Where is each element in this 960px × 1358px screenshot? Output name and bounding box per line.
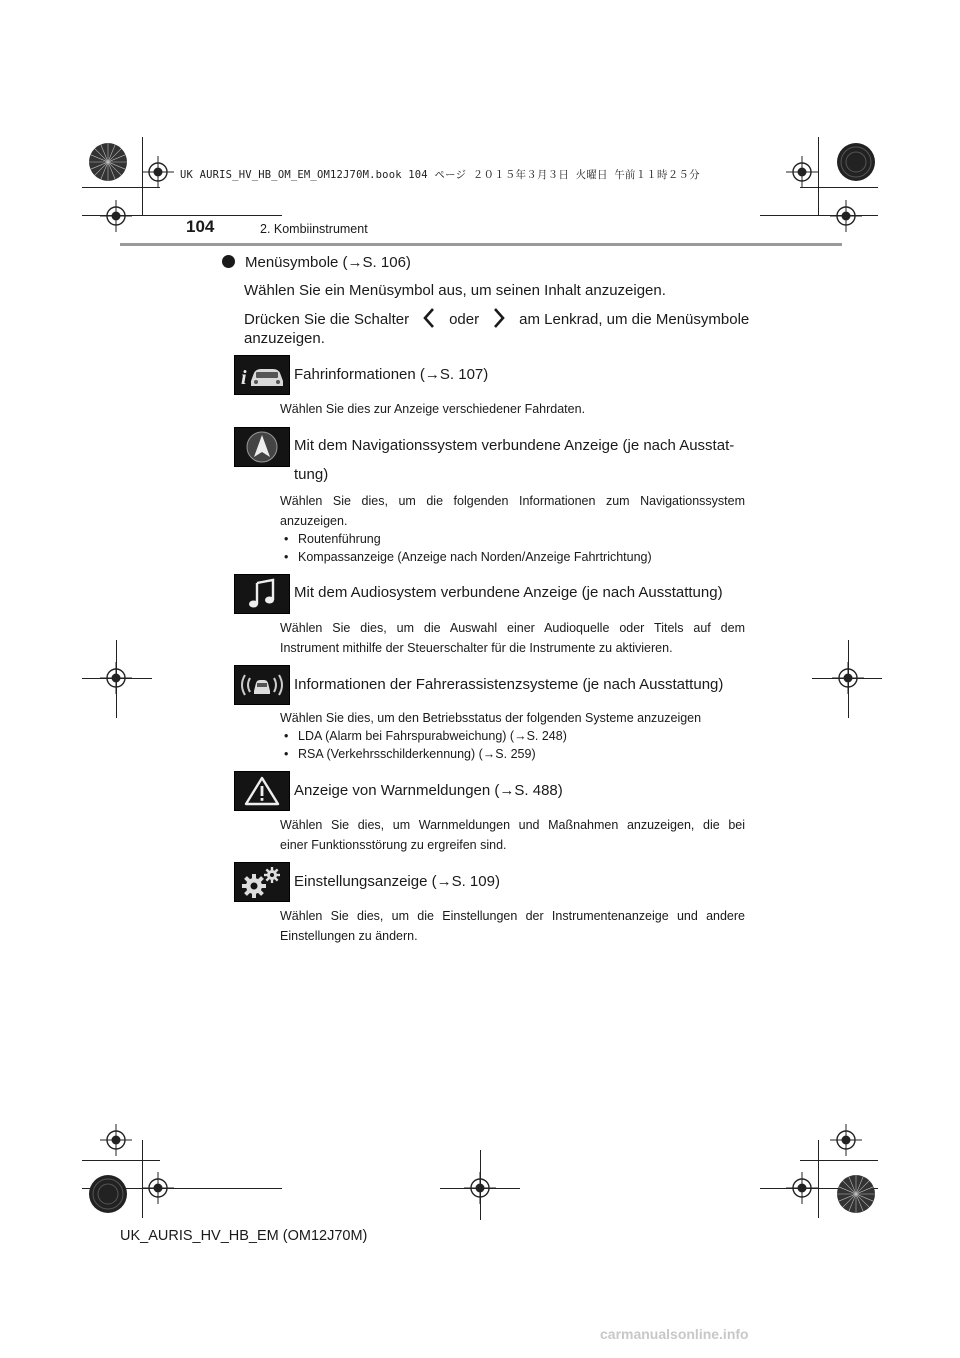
menu-icons-heading-text: Menüsymbole (→S. 106)	[245, 254, 411, 271]
registration-mark-icon	[786, 156, 818, 188]
entry-title-navigation-l2: tung)	[294, 466, 329, 483]
registration-mark-icon	[142, 1172, 174, 1204]
entry-desc-line: Wählen Sie dies, um die Einstellungen der Instrumentenanzeige und andere	[280, 909, 745, 923]
registration-mark-icon	[100, 1124, 132, 1156]
list-item: • Routenführung	[284, 530, 652, 548]
registration-mark-icon	[100, 662, 132, 694]
entry-desc-driver-assist	[280, 708, 745, 728]
list-item: • RSA (Verkehrsschilderkennung) (→S. 259)	[284, 745, 567, 763]
rosette-mark-icon	[836, 1174, 876, 1214]
entry-title-audio: Mit dem Audiosystem verbundene Anzeige (je nach Ausstattung)	[294, 584, 723, 601]
chevron-left-icon	[423, 307, 435, 329]
header-divider	[120, 243, 842, 246]
entry-title-settings: Einstellungsanzeige (→S. 109)	[294, 873, 500, 890]
entry-desc-audio	[280, 618, 745, 658]
entry-title-driver-assist: Informationen der Fahrerassistenzsysteme (je nach Ausstattung)	[294, 676, 724, 693]
entry-desc-navigation	[280, 491, 745, 531]
navigation-arrow-icon	[234, 427, 290, 467]
list-item: • Kompassanzeige (Anzeige nach Norden/Anzeige Fahrtrichtung)	[284, 548, 652, 566]
intro-line-2	[244, 307, 749, 329]
registration-mark-icon	[100, 200, 132, 232]
entry-desc-line: Wählen Sie dies, um die Auswahl einer Audioquelle oder Titels auf dem	[280, 621, 745, 635]
driver-assist-icon	[234, 665, 290, 705]
entry-desc-line: einer Funktionsstörung zu ergreifen sind.	[280, 838, 507, 852]
intro-line-1: Wählen Sie ein Menüsymbol aus, um seinen Inhalt anzuzeigen.	[244, 282, 666, 299]
entry-desc-line: Einstellungen zu ändern.	[280, 929, 418, 943]
navigation-feature-list	[284, 530, 652, 566]
registration-mark-icon	[142, 156, 174, 188]
intro-line-2-before: Drücken Sie die Schalter	[244, 311, 410, 328]
car-info-icon	[234, 355, 290, 395]
bullet-dot-icon	[222, 255, 235, 268]
entry-desc-line: Wählen Sie dies, um die folgenden Informationen zum Navigationssystem	[280, 494, 745, 508]
entry-title-navigation-l1: Mit dem Navigationssystem verbundene Anzeige (je nach Ausstat-	[294, 437, 735, 454]
music-note-icon	[234, 574, 290, 614]
driver-assist-system-list	[284, 727, 567, 763]
section-title: 2. Kombiinstrument	[260, 222, 368, 236]
entry-title-driving-info: Fahrinformationen (→S. 107)	[294, 366, 489, 383]
gears-icon	[234, 862, 290, 902]
page-number: 104	[186, 217, 215, 236]
entry-desc-line: Wählen Sie dies, um den Betriebsstatus der folgenden Systeme anzuzeigen	[280, 711, 702, 725]
registration-mark-icon	[832, 662, 864, 694]
rosette-mark-icon	[88, 1174, 128, 1214]
watermark: carmanualsonline.info	[600, 1326, 749, 1342]
entry-desc-warnings	[280, 815, 745, 855]
list-item: • LDA (Alarm bei Fahrspurabweichung) (→S. 248)	[284, 727, 567, 745]
registration-mark-icon	[786, 1172, 818, 1204]
svg-text:i: i	[241, 367, 247, 389]
registration-mark-icon	[830, 200, 862, 232]
entry-title-warnings: Anzeige von Warnmeldungen (→S. 488)	[294, 782, 563, 799]
entry-desc-settings	[280, 906, 745, 946]
chevron-right-icon	[493, 307, 505, 329]
menu-icons-heading	[222, 254, 411, 271]
entry-desc-driving-info	[280, 399, 745, 419]
registration-mark-icon	[464, 1172, 496, 1204]
intro-line-3: anzuzeigen.	[244, 330, 325, 347]
entry-desc-line: Wählen Sie dies, um Warnmeldungen und Maßnahmen anzuzeigen, die bei	[280, 818, 745, 832]
entry-desc-line: Wählen Sie dies zur Anzeige verschiedener Fahrdaten.	[280, 402, 586, 416]
rosette-mark-icon	[836, 142, 876, 182]
document-code: UK_AURIS_HV_HB_EM (OM12J70M)	[120, 1228, 368, 1244]
print-info-header: UK AURIS_HV_HB_OM_EM_OM12J70M.book 104 ページ ２０１５年３月３日 火曜日 午前１１時２５分	[180, 169, 700, 181]
intro-line-2-middle: oder	[449, 311, 480, 328]
entry-desc-line: anzuzeigen.	[280, 514, 348, 528]
rosette-mark-icon	[88, 142, 128, 182]
warning-triangle-icon	[234, 771, 290, 811]
registration-mark-icon	[830, 1124, 862, 1156]
entry-desc-line: Instrument mithilfe der Steuerschalter für die Instrumente zu aktivieren.	[280, 641, 673, 655]
intro-line-2-after: am Lenkrad, um die Menüsymbole	[519, 311, 750, 328]
